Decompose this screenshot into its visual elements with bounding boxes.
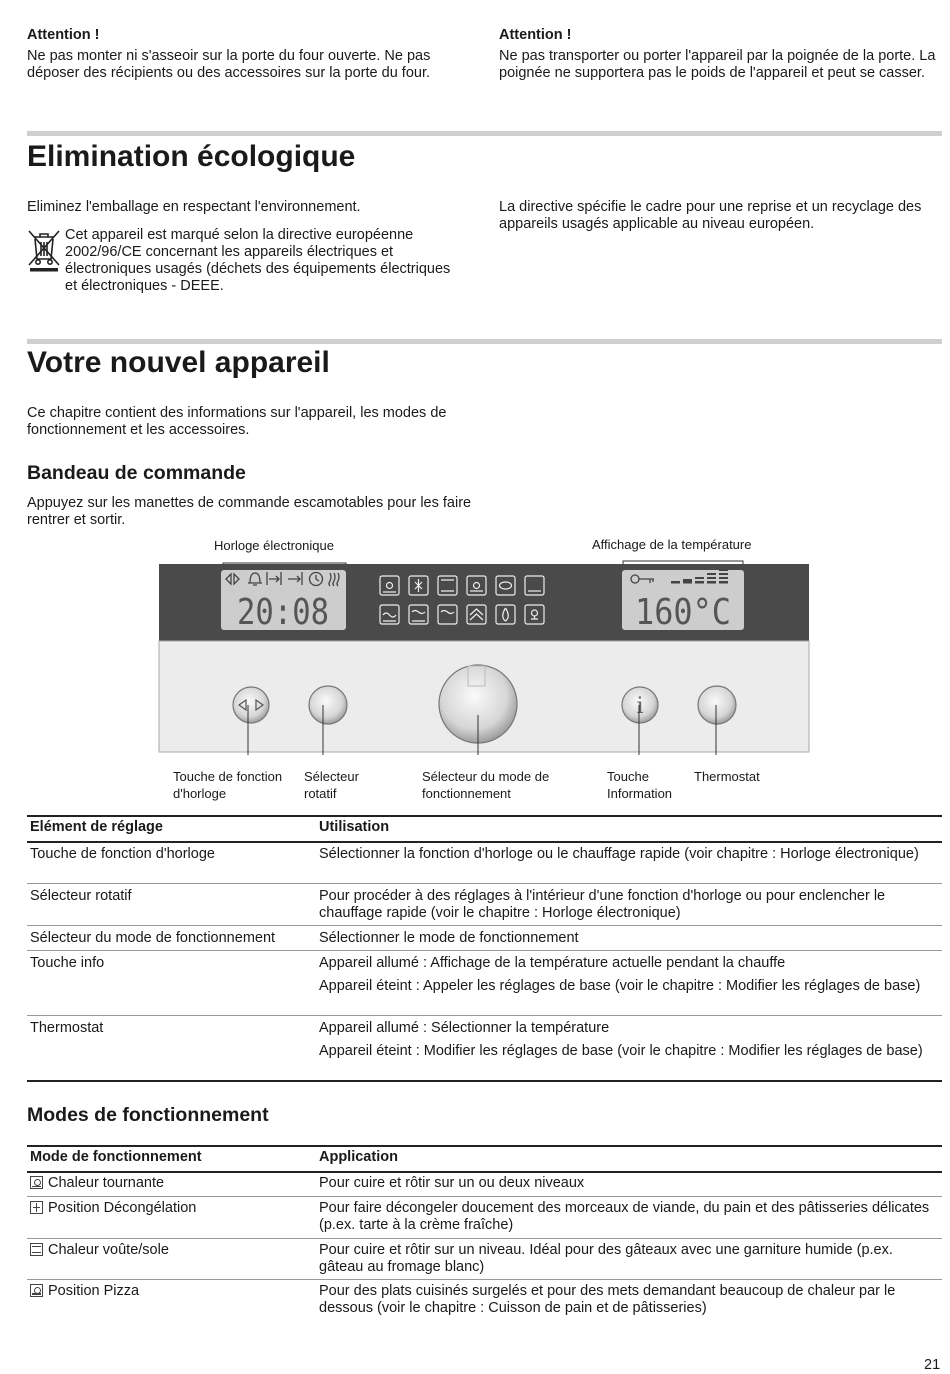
control-panel-illustration [150,555,820,755]
bandeau-intro: Appuyez sur les manettes de commande escamotables pour les faire rentrer et sortir. [27,495,472,528]
label-selecteur-rotatif: Sélecteur rotatif [304,769,359,801]
label-touche-horloge: Touche de fonction d'horloge [173,769,283,801]
page-number: 21 [924,1357,941,1373]
label-horloge-electronique: Horloge électronique [214,538,334,553]
top-bottom-heat-icon [30,1243,43,1256]
mode-label: Chaleur voûte/sole [48,1242,169,1258]
label-thermostat: Thermostat [694,769,760,784]
table-cell-utilisation: Appareil allumé : Affichage de la température actuelle pendant la chauffe [319,955,786,971]
nouvel-title: Votre nouvel appareil [27,346,330,379]
table-rule [27,1196,942,1197]
rotary-selector-knob [309,686,347,724]
table-cell-mode [30,1175,164,1192]
table-header-utilisation: Utilisation [319,819,390,835]
modes-title: Modes de fonctionnement [27,1104,269,1126]
weee-bin-icon [26,228,62,272]
table-rule [27,1171,942,1173]
table-cell-mode [30,1242,169,1259]
table-cell-utilisation: Appareil éteint : Modifier les réglages de base (voir le chapitre : Modifier les réglages de base) [319,1043,923,1059]
table-cell-mode [30,1283,139,1300]
table-cell-element: Thermostat [30,1020,104,1036]
attention-left-title: Attention ! [27,27,100,43]
thermostat-knob [698,686,736,724]
table-cell-element: Sélecteur du mode de fonctionnement [30,930,276,946]
table-cell-element: Sélecteur rotatif [30,888,132,904]
section-divider [27,131,942,136]
pizza-icon [30,1284,43,1297]
table-rule [27,1015,942,1016]
table-header-mode: Mode de fonctionnement [30,1149,202,1165]
table-cell-utilisation: Pour procéder à des réglages à l'intérieur d'une fonction d'horloge ou pour enclencher le chauffage rapide (voir le chapitre : Horloge électronique) [319,888,886,921]
table-cell-element: Touche de fonction d'horloge [30,846,215,862]
label-touche-information: Touche Information [607,769,673,801]
table-rule [27,1145,942,1147]
table-rule [27,950,942,951]
table-cell-utilisation: Sélectionner la fonction d'horloge ou le chauffage rapide (voir chapitre : Horloge électronique) [319,846,919,862]
fan-icon [30,1176,43,1189]
table-cell-mode [30,1200,196,1217]
attention-left-text: Ne pas monter ni s'asseoir sur la porte du four ouverte. Ne pas déposer des récipients ou des accessoires sur la porte du four. [27,48,431,81]
defrost-icon [30,1201,43,1214]
table-rule [27,1279,942,1280]
table-rule [27,841,942,843]
elimination-right-text: La directive spécifie le cadre pour une reprise et un recyclage des appareils usagés applicable au niveau européen. [499,199,922,232]
elimination-intro: Eliminez l'emballage en respectant l'environnement. [27,199,361,215]
info-icon: i [636,694,644,719]
nouvel-intro: Ce chapitre contient des informations sur l'appareil, les modes de fonctionnement et les accessoires. [27,405,447,438]
table-cell-application: Pour des plats cuisinés surgelés et pour des mets demandant beaucoup de chaleur par le dessous (voir le chapitre : Cuisson de pain et de pâtisseries) [319,1283,896,1316]
label-affichage-temperature: Affichage de la température [592,537,752,552]
mode-label: Position Décongélation [48,1200,197,1216]
elimination-title: Elimination écologique [27,140,356,173]
table-rule [27,815,942,817]
mode-label: Chaleur tournante [48,1175,165,1191]
table-header-element: Elément de réglage [30,819,163,835]
temperature-display: 160°C [635,592,731,633]
label-selecteur-mode: Sélecteur du mode de fonctionnement [422,769,550,801]
table-cell-utilisation: Sélectionner le mode de fonctionnement [319,930,579,946]
table-cell-application: Pour cuire et rôtir sur un niveau. Idéal pour des gâteaux avec une garniture humide (p.ex. gâteau au fromage blanc) [319,1242,893,1275]
section-divider [27,339,942,344]
table-rule [27,883,942,884]
table-rule [27,925,942,926]
mode-label: Position Pizza [48,1283,140,1299]
weee-text: Cet appareil est marqué selon la directive européenne 2002/96/CE concernant les appareils électriques et électroniques usagés (déchets des équipements électriques et électroniques - DEEE. [65,227,451,294]
clock-display: 20:08 [237,592,329,633]
table-cell-element: Touche info [30,955,105,971]
table-cell-utilisation: Appareil allumé : Sélectionner la température [319,1020,610,1036]
table-cell-application: Pour faire décongeler doucement des morceaux de viande, du pain et des pâtisseries délicates (p.ex. tarte à la crème fraîche) [319,1200,930,1233]
table-header-application: Application [319,1149,398,1165]
attention-right-text: Ne pas transporter ou porter l'appareil par la poignée de la porte. La poignée ne supportera pas le poids de l'appareil et peut se casser. [499,48,936,81]
bandeau-title: Bandeau de commande [27,462,246,484]
table-rule [27,1238,942,1239]
table-rule [27,1080,942,1082]
attention-right-title: Attention ! [499,27,572,43]
table-cell-application: Pour cuire et rôtir sur un ou deux niveaux [319,1175,585,1191]
table-cell-utilisation: Appareil éteint : Appeler les réglages de base (voir le chapitre : Modifier les réglages de base) [319,978,921,994]
